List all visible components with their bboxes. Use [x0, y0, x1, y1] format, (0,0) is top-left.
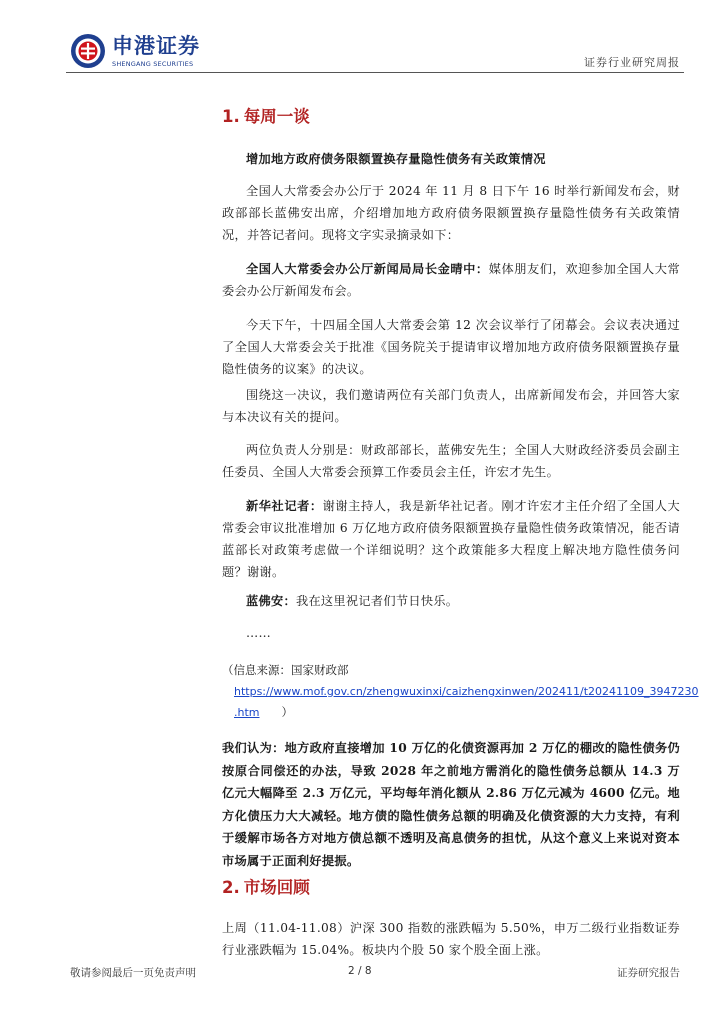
article-subtitle: 增加地方政府债务限额置换存量隐性债务有关政策情况	[246, 152, 546, 166]
speaker-name: 新华社记者：	[246, 499, 323, 513]
header-divider	[66, 72, 684, 73]
section-number: 2.	[222, 878, 240, 897]
speech-text: 媒体朋友们，欢迎参加全国人大常委会办公厅新闻发布会。	[222, 262, 680, 298]
opinion-paragraph: 我们认为：地方政府直接增加 10 万亿的化债资源再加 2 万亿的棚改的隐性债务仍按原合同偿还的办法，导致 2028 年之前地方需消化的隐性债务总额从 14.3 万亿元大幅降至 2.3 万亿元，平均每年消化额从 2.86 万亿元减为 4600 亿元。地方化债压力大大减轻。地方债的隐性债务总额的明确及化债资源的大力支持，有利于缓解市场各方对地方债总额不透明及高息债务的担忧，从这个意义上来说对资本市场属于正面利好提振。	[222, 741, 680, 868]
speech-text: 我在这里祝记者们节日快乐。	[295, 594, 459, 608]
source-citation	[222, 660, 699, 723]
paragraph-intro: 全国人大常委会办公厅于 2024 年 11 月 8 日下午 16 时举行新闻发布会，财政部部长蓝佛安出席，介绍增加地方政府债务限额置换存量隐性债务有关政策情况，并答记者问。现将文字实录摘录如下：	[222, 184, 680, 242]
source-link-continued[interactable]: .htm	[234, 706, 260, 719]
section-title: 每周一谈	[243, 107, 310, 126]
brand-subtitle: SHENGANG SECURITIES	[112, 60, 194, 68]
speaker-name: 蓝佛安：	[246, 594, 296, 608]
footer-report-label: 证券研究报告	[617, 967, 680, 979]
paragraph-xinhua-question	[222, 495, 680, 583]
speech-text: 谢谢主持人，我是新华社记者。刚才许宏才主任介绍了全国人大常委会审议批准增加 6 万亿地方政府债务限额置换存量隐性债务政策情况，能否请蓝部长对政策考虑做一个详细说明？这个政策能多大程度上解决地方隐性债务问题？谢谢。	[222, 499, 680, 579]
speaker-name: 全国人大常委会办公厅新闻局局长金晴中：	[246, 262, 489, 276]
source-label: （信息来源：国家财政部	[222, 663, 349, 677]
ellipsis: ……	[246, 626, 271, 640]
section-title: 市场回顾	[243, 878, 310, 897]
section-heading-market-review	[222, 874, 310, 898]
section-number: 1.	[222, 107, 240, 126]
paragraph-meeting: 今天下午，十四届全国人大常委会第 12 次会议举行了闭幕会。会议表决通过了全国人大常委会关于批准《国务院关于提请审议增加地方政府债务限额置换存量隐性债务的议案》的决议。	[222, 318, 680, 376]
source-link[interactable]: https://www.mof.gov.cn/zhengwuxinxi/caizhengxinwen/202411/t20241109_3947230	[234, 685, 699, 698]
page-header	[0, 0, 724, 80]
page-number: 2 / 8	[348, 965, 372, 977]
paragraph-host-welcome	[222, 258, 680, 302]
company-logo-icon	[70, 33, 106, 69]
report-type: 证券行业研究周报	[584, 56, 680, 69]
paragraph-lan-answer	[222, 590, 680, 612]
paragraph-officials: 两位负责人分别是：财政部部长，蓝佛安先生；全国人大财政经济委员会副主任委员、全国人大常委会预算工作委员会主任，许宏才先生。	[222, 443, 680, 479]
brand-name: 申港证券	[112, 34, 200, 58]
paragraph-market-review: 上周（11.04-11.08）沪深 300 指数的涨跌幅为 5.50%，申万二级行业指数证券行业涨跌幅为 15.04%。板块内个股 50 家个股全面上涨。	[222, 921, 680, 957]
source-close: ）	[281, 705, 293, 719]
section-heading-weekly-talk	[222, 103, 310, 127]
footer-disclaimer: 敬请参阅最后一页免责声明	[70, 967, 196, 979]
paragraph-invite: 围绕这一决议，我们邀请两位有关部门负责人，出席新闻发布会，并回答大家与本决议有关的提问。	[222, 388, 680, 424]
